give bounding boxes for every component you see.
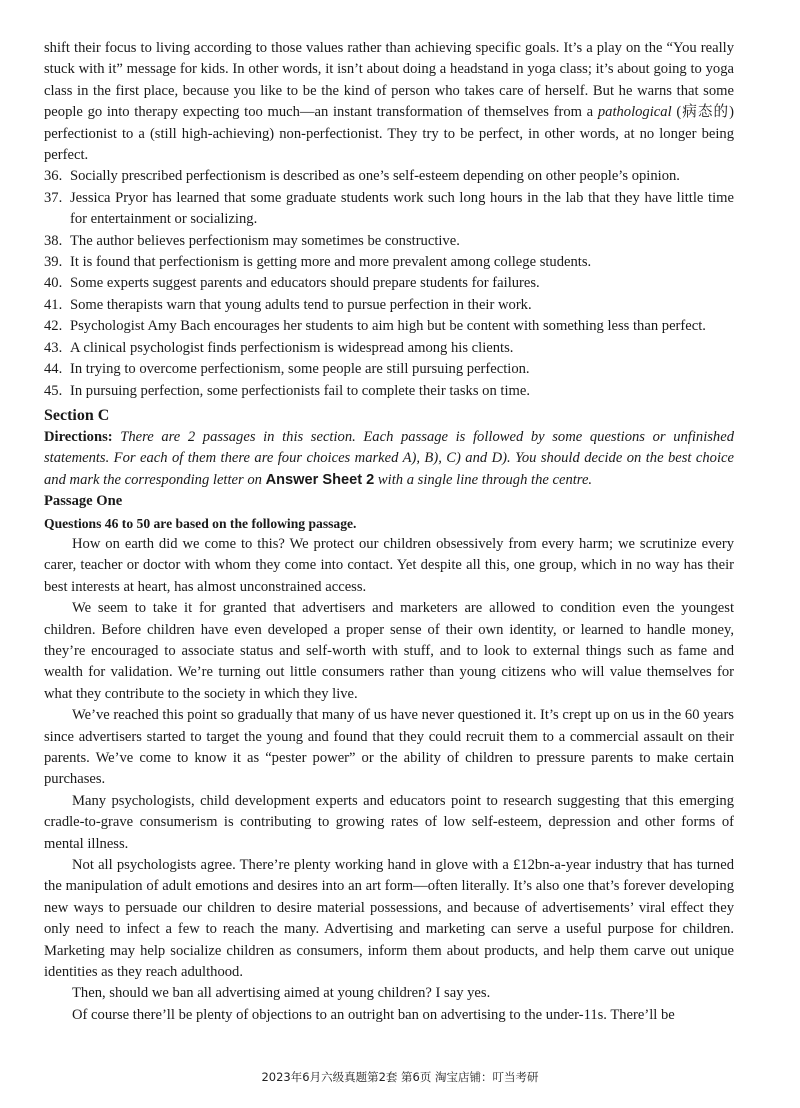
answer-sheet-label: Answer Sheet 2 xyxy=(265,471,375,488)
directions xyxy=(44,427,734,491)
directions-text: There are 2 passages in this section. Each passage is followed by some questions or unfinished statements. For each of them there are four choices marked A), B), C) and D). You should decide on the best choice and mark the corresponding letter on xyxy=(44,428,734,488)
intro-paragraph xyxy=(44,38,734,166)
statement-text: Jessica Pryor has learned that some graduate students work such long hours in the lab that they have little time for entertainment or socializing. xyxy=(70,189,734,228)
statement-text: It is found that perfectionism is getting more and more prevalent among college students. xyxy=(70,254,592,271)
statement-text: Some experts suggest parents and educators should prepare students for failures. xyxy=(70,275,540,292)
intro-term: pathological xyxy=(597,104,672,121)
statement-text: In trying to overcome perfectionism, some people are still pursuing perfection. xyxy=(70,361,530,378)
directions-label: Directions: xyxy=(44,428,113,445)
questions-note: Questions 46 to 50 are based on the following passage. xyxy=(44,515,357,531)
passage-title: Passage One xyxy=(44,493,123,510)
passage-paragraph: Many psychologists, child development experts and educators point to research suggesting that this emerging cradle-to-grave consumerism is contributing to growing rates of low self-esteem, depression and other forms of mental illness. xyxy=(44,792,734,852)
statement-item xyxy=(44,252,734,273)
statement-text: A clinical psychologist finds perfectionism is widespread among his clients. xyxy=(70,339,514,356)
passage-paragraph: Then, should we ban all advertising aimed at young children? I say yes. xyxy=(72,985,491,1002)
statement-list xyxy=(44,166,734,401)
statement-item xyxy=(44,295,734,316)
statement-item xyxy=(44,338,734,359)
statement-number: 45. xyxy=(44,382,63,399)
statement-text: Socially prescribed perfectionism is described as one’s self-esteem depending on other people’s opinion. xyxy=(70,168,680,185)
statement-item xyxy=(44,273,734,294)
statement-text: Psychologist Amy Bach encourages her students to aim high but be content with something less than perfect. xyxy=(70,318,706,335)
intro-text-start: shift their focus to living according to those values rather than achieving specific goals. It’s a play on the “You really stuck with it” message for kids. In other words, it isn’t about doing a headstand in yoga class; it’s about going to yoga class in the first place, because you like to be the kind of person who takes care of herself. But he warns that some people go into therapy expecting too much—an instant transformation of themselves from a xyxy=(44,40,734,121)
statement-item xyxy=(44,166,734,187)
statement-number: 40. xyxy=(44,275,63,292)
statement-item xyxy=(44,381,734,402)
page-footer: 2023年6月六级真题第2套 第6页 淘宝店铺：叮当考研 xyxy=(261,1070,539,1084)
intro-text-end: perfectionist to a (still high-achieving) non-perfectionist. They try to be perfect, in other words, at no longer being perfect. xyxy=(44,125,734,164)
statement-number: 37. xyxy=(44,189,63,206)
statement-item xyxy=(44,231,734,252)
statement-text: Some therapists warn that young adults tend to pursue perfection in their work. xyxy=(70,296,532,313)
statement-number: 38. xyxy=(44,232,63,249)
statement-item xyxy=(44,188,734,231)
passage-body xyxy=(44,534,734,1026)
section-title: Section C xyxy=(44,406,110,424)
statement-number: 36. xyxy=(44,168,63,185)
statement-item xyxy=(44,316,734,337)
directions-text-end: with a single line through the centre. xyxy=(374,471,593,488)
passage-paragraph: Of course there’ll be plenty of objections to an outright ban on advertising to the under-11s. There’ll be xyxy=(72,1006,675,1023)
statement-number: 42. xyxy=(44,318,63,335)
passage-paragraph: We’ve reached this point so gradually that many of us have never questioned it. It’s crept up on us in the 60 years since advertisers started to target the young and found that they could recruit them to a commercial assault on their parents. We’ve come to know it as “pester power” or the ability of children to pressure parents to make certain purchases. xyxy=(44,707,734,788)
statement-item xyxy=(44,359,734,380)
passage-paragraph: We seem to take it for granted that advertisers and marketers are allowed to condition even the youngest children. Before children have even developed a proper sense of their own identity, or learned to handle money, they’re encouraged to associate status and self-worth with stuff, and to look to external things such as fame and wealth for validation. We’re turning out little consumers rather than young citizens who will value themselves for what they contribute to the society in which they live. xyxy=(44,600,734,702)
statement-number: 41. xyxy=(44,296,63,313)
statement-text: The author believes perfectionism may sometimes be constructive. xyxy=(70,232,460,249)
statement-number: 43. xyxy=(44,339,63,356)
intro-gloss: (病态的) xyxy=(671,104,735,121)
passage-paragraph: How on earth did we come to this? We protect our children obsessively from every harm; we scrutinize every carer, teacher or doctor with whom they come into contact. Yet despite all this, one group, which in no way has their best interests at heart, has almost unconstrained access. xyxy=(44,535,734,595)
passage-paragraph: Not all psychologists agree. There’re plenty working hand in glove with a £12bn-a-year industry that has turned the manipulation of adult emotions and desires into an art form—often literally. It’s also one that’s forever developing new ways to persuade our children to desire material possessions, and because of advertisements’ viral effect they only need to infect a few to reach the many. Advertising and marketing can serve a useful purpose for children. Marketing may help socialize children as consumers, inform them about products, and help them carve out unique identities as they reach adulthood. xyxy=(44,857,734,981)
statement-number: 44. xyxy=(44,361,63,378)
page-content xyxy=(44,38,734,1026)
statement-text: In pursuing perfection, some perfectionists fail to complete their tasks on time. xyxy=(70,382,530,399)
statement-number: 39. xyxy=(44,254,63,271)
